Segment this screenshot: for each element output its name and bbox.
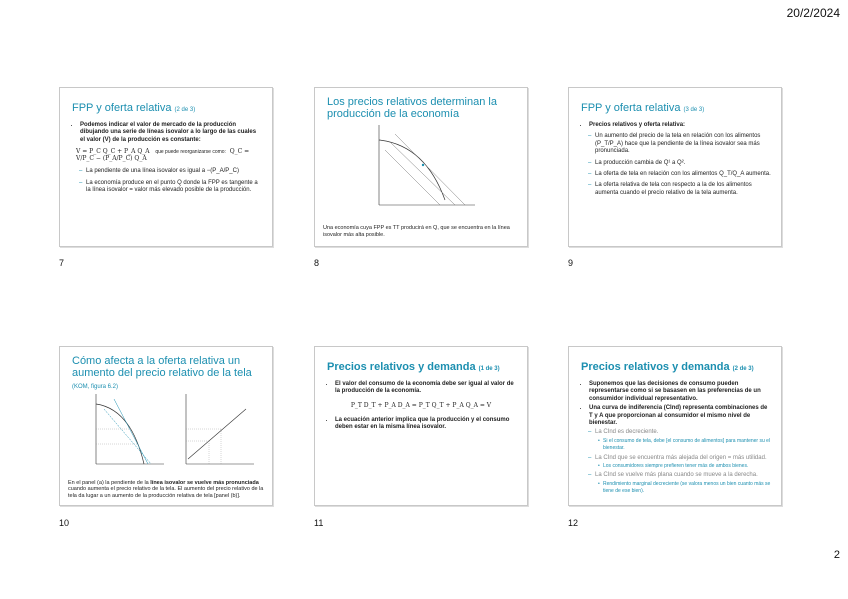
bullet: • El valor del consumo de la economía debe ser igual al valor de la producción de la economía. [335,381,517,396]
sub-bullet: – La CInd se vuelve más plana cuando se mueve a la derecha. [595,472,771,479]
slide-12[interactable] [568,346,782,506]
isovalue-chart [365,120,485,215]
slide-number: 10 [59,518,70,528]
slide-title: Precios relativos y demanda (1 de 3) [327,361,500,373]
slide-caption: Una economía cuya FPP es TT producirá en Q, que se encuentra en la línea isovalor más alta posible. [323,225,510,238]
panel-b-chart [176,389,256,469]
bullet: • Suponemos que las decisiones de consumo pueden representarse como si se basasen en las preferencias de un consumidor individual representativo. [589,381,771,403]
slide-number: 7 [59,258,65,268]
sub-sub-bullet: • Rendimiento marginal decreciente (se valora menos un bien cuanto más se tiene de ese bien). [603,481,771,496]
sub-bullet: – La oferta relativa de tela con respecto a la de los alimentos aumenta cuando el precio relativo de la tela aumenta. [595,182,771,197]
bullet: • Podemos indicar el valor de mercado de la producción dibujando una serie de líneas isovalor a lo largo de las cuales el valor (V) de la producción es constante: [80,122,262,144]
slide-10[interactable] [59,346,273,506]
page-number: 2 [833,549,840,561]
slide-number: 11 [314,518,324,528]
slide-number: 12 [568,518,579,528]
slide-title: FPP y oferta relativa (2 de 3) [72,102,196,114]
panel-a-chart [86,389,166,469]
slide-number: 9 [568,258,574,268]
bullet: • La ecuación anterior implica que la producción y el consumo deben estar en la misma línea isovalor. [335,417,517,432]
slide-title: Precios relativos y demanda (2 de 3) [581,361,754,373]
formula: P_T D_T + P_A D_A = P_T Q_T + P_A Q_A = V [350,401,492,409]
slide-caption: En el panel (a) la pendiente de la línea isovalor se vuelve más pronunciada cuando aumenta el precio relativo de la tela. El aumento del precio relativo de la tela da lugar a un aumento de la producción relativa de tela [panel (b)]. [68,479,264,499]
bullet: • Precios relativos y oferta relativa: [589,122,771,129]
header-date: 20/2/2024 [786,6,840,20]
formula: V = P_C Q_C + P_A Q_A que puede reorganizarse como: Q_C = V/P_C − (P_A/P_C) Q_A [76,148,250,163]
slide-9[interactable] [568,87,782,247]
sub-bullet: – La CInd que se encuentra más alejada del origen = más utilidad. [595,455,771,462]
sub-bullet: – Un aumento del precio de la tela en relación con los alimentos (P_T/P_A) hace que la pendiente de la línea isovalor sea más pronunciada. [595,133,771,155]
sub-bullet: – La producción cambia de Q¹ a Q². [595,160,771,167]
sub-sub-bullet: • Si el consumo de tela, debe [el consumo de alimentos] para mantener su el bienestar. [603,438,771,453]
slide-11[interactable] [314,346,528,506]
slide-title: FPP y oferta relativa (3 de 3) [581,102,705,114]
sub-bullet: – La pendiente de una línea isovalor es igual a −(P_A/P_C) [86,168,262,175]
slide-title: Cómo afecta a la oferta relativa un aumento del precio relativo de la tela (KOM, figura 6.2) [72,355,252,390]
slide-number: 8 [314,258,320,268]
sub-bullet: – La economía produce en el punto Q donde la FPP es tangente a la línea isovalor = valor más elevado posible de la producción. [86,180,262,195]
slide-8[interactable] [314,87,528,247]
sub-bullet: – La CInd es decreciente. [595,429,771,436]
sub-sub-bullet: • Los consumidores siempre prefieren tener más de ambos bienes. [603,463,771,470]
slide-7[interactable] [59,87,273,247]
bullet: • Una curva de indiferencia (CInd) representa combinaciones de T y A que proporcionan al consumidor el mismo nivel de bienestar. [589,405,771,427]
slide-title: Los precios relativos determinan la producción de la economía [327,96,497,120]
sub-bullet: – La oferta de tela en relación con los alimentos Q_T/Q_A aumenta. [595,171,771,178]
